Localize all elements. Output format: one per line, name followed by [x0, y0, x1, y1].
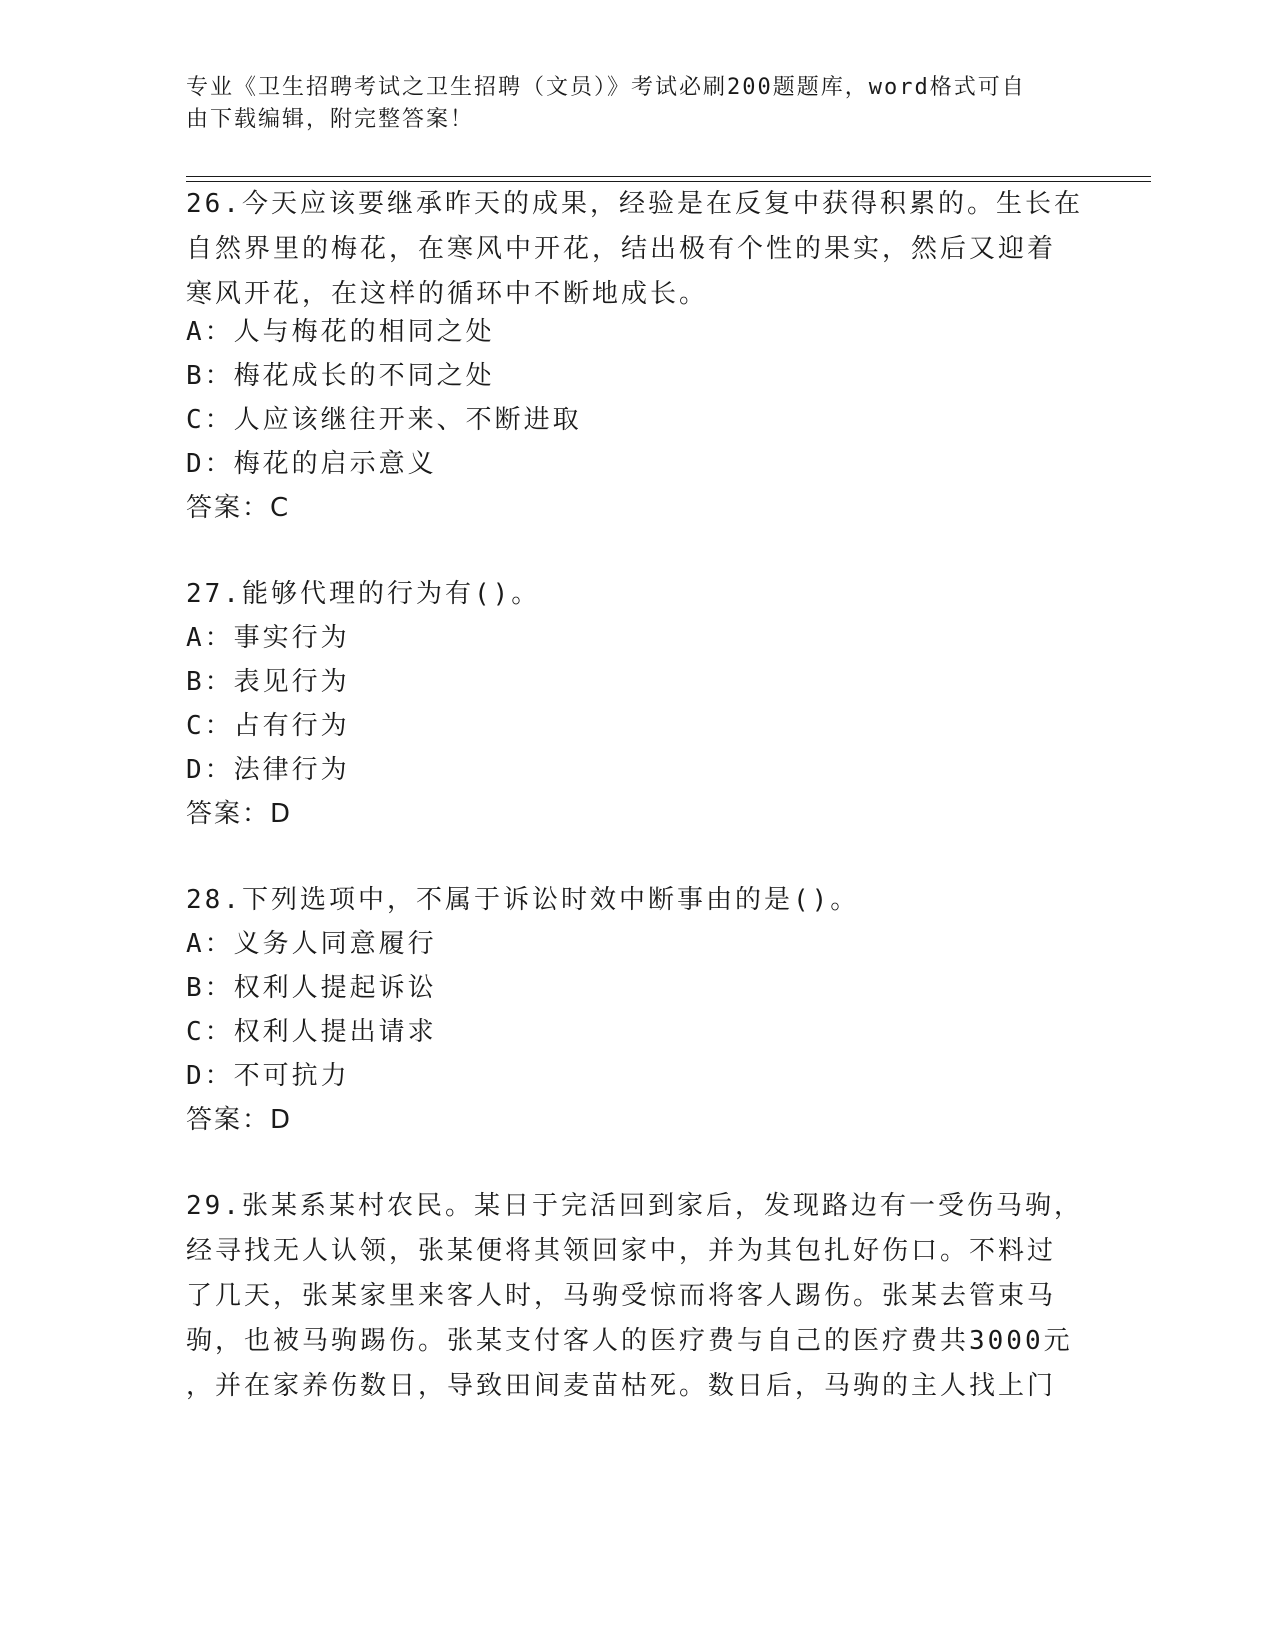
answer-26: 答案：C: [186, 493, 291, 523]
question-26-text: [186, 182, 1083, 317]
option-c: C：权利人提出请求: [186, 1017, 437, 1047]
option-b: B：梅花成长的不同之处: [186, 361, 495, 391]
question-line: 28.下列选项中，不属于诉讼时效中断事由的是()。: [186, 885, 860, 915]
answer-27: 答案：D: [186, 799, 293, 829]
option-d: D：法律行为: [186, 755, 350, 785]
option-b: B：权利人提起诉讼: [186, 973, 437, 1003]
question-line: 自然界里的梅花，在寒风中开花，结出极有个性的果实，然后又迎着: [186, 234, 1057, 264]
option-a: A：义务人同意履行: [186, 929, 437, 959]
option-d: D：梅花的启示意义: [186, 449, 437, 479]
answer-28: 答案：D: [186, 1105, 293, 1135]
option-a: A：人与梅花的相同之处: [186, 317, 495, 347]
question-line: 29.张某系某村农民。某日于完活回到家后，发现路边有一受伤马驹，: [186, 1191, 1083, 1221]
header-divider: [186, 176, 1151, 177]
question-line: 26.今天应该要继承昨天的成果，经验是在反复中获得积累的。生长在: [186, 189, 1083, 219]
option-c: C：占有行为: [186, 711, 350, 741]
question-line: 驹，也被马驹踢伤。张某支付客人的医疗费与自己的医疗费共3000元: [186, 1326, 1073, 1356]
option-a: A：事实行为: [186, 623, 350, 653]
document-header: [186, 72, 1066, 136]
option-b: B：表见行为: [186, 667, 350, 697]
question-line: 了几天，张某家里来客人时，马驹受惊而将客人踢伤。张某去管束马: [186, 1281, 1057, 1311]
question-27-text: [186, 572, 1066, 617]
question-line: 27.能够代理的行为有()。: [186, 579, 541, 609]
question-line: 经寻找无人认领，张某便将其领回家中，并为其包扎好伤口。不料过: [186, 1236, 1057, 1266]
question-line: 寒风开花，在这样的循环中不断地成长。: [186, 279, 709, 309]
header-line: 由下载编辑，附完整答案！: [186, 107, 475, 132]
option-c: C：人应该继往开来、不断进取: [186, 405, 582, 435]
question-line: ，并在家养伤数日，导致田间麦苗枯死。数日后，马驹的主人找上门: [186, 1371, 1057, 1401]
question-28-text: [186, 878, 1066, 923]
option-d: D：不可抗力: [186, 1061, 350, 1091]
header-line: 专业《卫生招聘考试之卫生招聘（文员）》考试必刷200题题库，word格式可自: [186, 75, 1026, 100]
question-29-text: [186, 1184, 1083, 1409]
